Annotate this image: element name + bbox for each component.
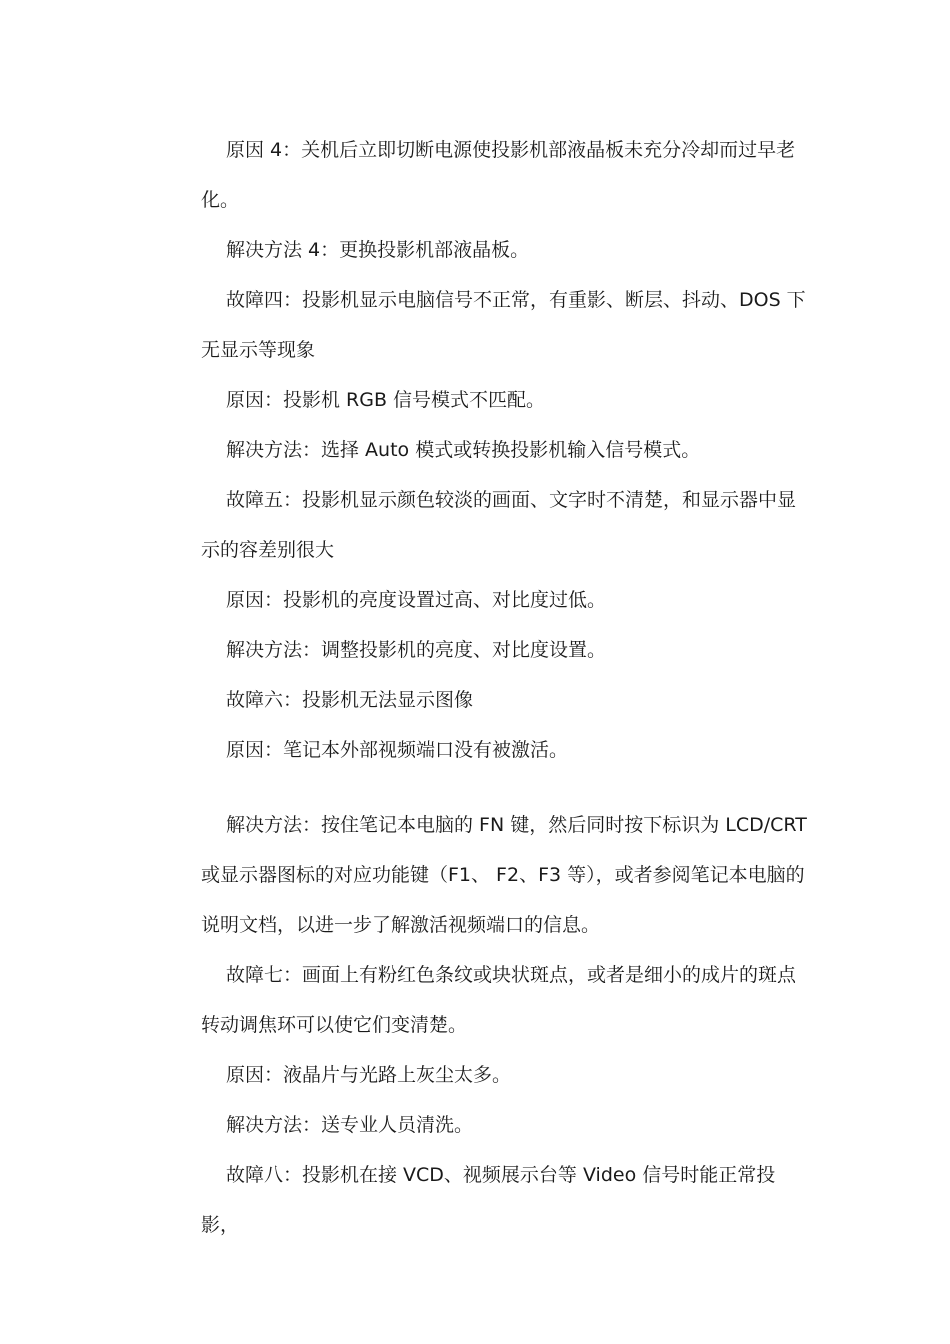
paragraph-spacer bbox=[201, 775, 811, 800]
paragraph-fault-5: 故障五：投影机显示颜色较淡的画面、文字时不清楚，和显示器中显示的容差别很大 bbox=[201, 489, 797, 561]
paragraph-fault-7-solution: 解决方法：送专业人员清洗。 bbox=[226, 1114, 474, 1136]
paragraph-fault-7: 故障七：画面上有粉红色条纹或块状斑点，或者是细小的成片的斑点转动调焦环可以使它们变清楚。 bbox=[201, 964, 797, 1036]
paragraph-fault-4-cause: 原因：投影机 RGB 信号模式不匹配。 bbox=[226, 389, 546, 411]
paragraph-fault-4-solution: 解决方法：选择 Auto 模式或转换投影机输入信号模式。 bbox=[226, 439, 701, 461]
document-body bbox=[201, 125, 811, 1250]
paragraph-solution-4: 解决方法 4：更换投影机部液晶板。 bbox=[226, 239, 530, 261]
paragraph-fault-4: 故障四：投影机显示电脑信号不正常，有重影、断层、抖动、DOS 下无显示等现象 bbox=[201, 289, 806, 361]
paragraph-fault-6-solution: 解决方法：按住笔记本电脑的 FN 键，然后同时按下标识为 LCD/CRT 或显示器图标的对应功能键（F1、 F2、F3 等），或者参阅笔记本电脑的说明文档，以进一步了解激活视频端口的信息。 bbox=[201, 814, 807, 936]
paragraph-fault-7-cause: 原因：液晶片与光路上灰尘太多。 bbox=[226, 1064, 512, 1086]
paragraph-fault-6: 故障六：投影机无法显示图像 bbox=[226, 689, 474, 711]
paragraph-fault-8: 故障八：投影机在接 VCD、视频展示台等 Video 信号时能正常投影， bbox=[201, 1164, 776, 1236]
paragraph-fault-5-cause: 原因：投影机的亮度设置过高、对比度过低。 bbox=[226, 589, 607, 611]
paragraph-fault-5-solution: 解决方法：调整投影机的亮度、对比度设置。 bbox=[226, 639, 607, 661]
paragraph-fault-6-cause: 原因：笔记本外部视频端口没有被激活。 bbox=[226, 739, 569, 761]
paragraph-cause-4: 原因 4：关机后立即切断电源使投影机部液晶板未充分冷却而过早老化。 bbox=[201, 139, 796, 211]
